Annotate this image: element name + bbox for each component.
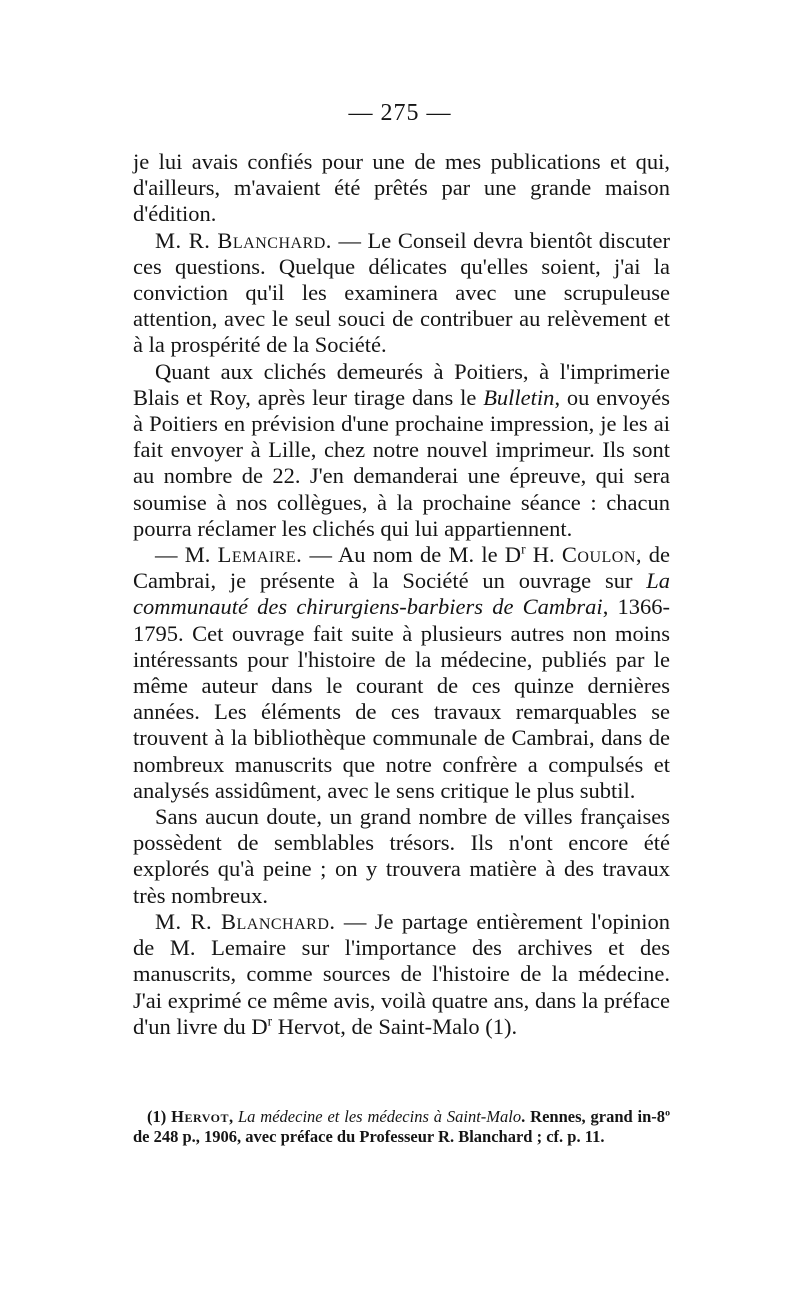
speaker-blanchard-2: M. R. Blanchard. xyxy=(155,908,336,934)
paragraph-3 xyxy=(133,359,670,542)
paragraph-6-text-a: — Je partage entièrement l'opinion de M. Lemaire sur l'importance des archives et des manuscrits, comme sources de l'histoire de la médecine. J'ai exprimé ce même avis, voilà quatre ans, dans la préface d'un livre du D xyxy=(133,908,670,1039)
paragraph-1-text: je lui avais confiés pour une de mes publications et qui, d'ailleurs, m'avaient été prêtés par une grande maison d'édition. xyxy=(133,149,670,227)
speaker-blanchard: M. R. Blanchard. xyxy=(155,227,332,253)
doctor-superscript-2: r xyxy=(267,1013,273,1029)
paragraph-4-text-a: — Au nom de M. le D xyxy=(302,542,522,568)
bulletin-title: Bulletin xyxy=(483,384,555,410)
doctor-superscript: r xyxy=(521,541,526,557)
paragraph-6 xyxy=(133,909,670,1040)
paragraph-4-text-d: , 1366-1795. Cet ouvrage fait suite à plusieurs autres non moins intéressants pour l'histoire de la médecine, publiés par le même auteur dans le courant de ces quinze dernières années. Les éléments de ces travaux remarquables se trouvent à la bibliothèque communale de Cambrai, dans de nombreux manuscrits que notre confrère a compulsés et analysés assidûment, avec le sens critique le plus subtil. xyxy=(133,594,671,803)
footnotes xyxy=(133,1107,670,1147)
paragraph-4-text-b: H. xyxy=(525,542,562,568)
paragraph-4-prefix: — M. xyxy=(155,542,218,568)
footnote-1 xyxy=(133,1107,670,1147)
footnote-author: Hervot xyxy=(171,1107,229,1126)
footnote-sep: , xyxy=(228,1107,238,1126)
footnote-superscript: o xyxy=(665,1107,670,1119)
page-number: — 275 — xyxy=(348,100,452,126)
main-text xyxy=(133,149,670,1040)
paragraph-3-text-a: Quant aux clichés demeurés à Poitiers, à l'imprimerie Blais et Roy, après leur tirage dans le xyxy=(133,358,670,410)
paragraph-4-text-c: , de Cambrai, je présente à la Société un ouvrage sur xyxy=(133,542,670,594)
paragraph-1 xyxy=(133,149,670,228)
author-coulon: Coulon xyxy=(561,542,636,568)
paragraph-5 xyxy=(133,804,670,909)
paragraph-2 xyxy=(133,228,670,359)
footnote-marker: (1) xyxy=(147,1107,172,1126)
footnote-text-b: de 248 p., 1906, avec préface du Professeur R. Blanchard ; cf. p. 11. xyxy=(133,1127,605,1146)
footnote-text-a: . Rennes, grand in-8 xyxy=(521,1107,666,1126)
book-title: La communauté des chirurgiens-barbiers de Cambrai xyxy=(133,568,670,620)
speaker-lemaire: Lemaire. xyxy=(217,542,303,568)
paragraph-2-text: — Le Conseil devra bientôt discuter ces questions. Quelque délicates qu'elles soient, j'ai la conviction qu'il les examinera avec une scrupuleuse attention, avec le seul souci de contribuer au relèvement et à la prospérité de la Société. xyxy=(133,227,670,358)
footnote-title: La médecine et les médecins à Saint-Malo xyxy=(238,1107,522,1126)
paragraph-4 xyxy=(133,542,670,804)
paragraph-6-text-b: Hervot, de Saint-Malo (1). xyxy=(272,1013,518,1039)
paragraph-5-text: Sans aucun doute, un grand nombre de villes françaises possèdent de semblables trésors. Ils n'ont encore été explorés qu'à peine ; on y trouvera matière à des travaux très nombreux. xyxy=(133,804,670,908)
paragraph-3-text-b: , ou envoyés à Poitiers en prévision d'une prochaine impression, je les ai fait envoyer à Lille, chez notre nouvel imprimeur. Ils sont au nombre de 22. J'en demanderai une épreuve, qui sera soumise à nos collègues, à la prochaine séance : chacun pourra réclamer les clichés qui lui appartiennent. xyxy=(133,384,671,541)
